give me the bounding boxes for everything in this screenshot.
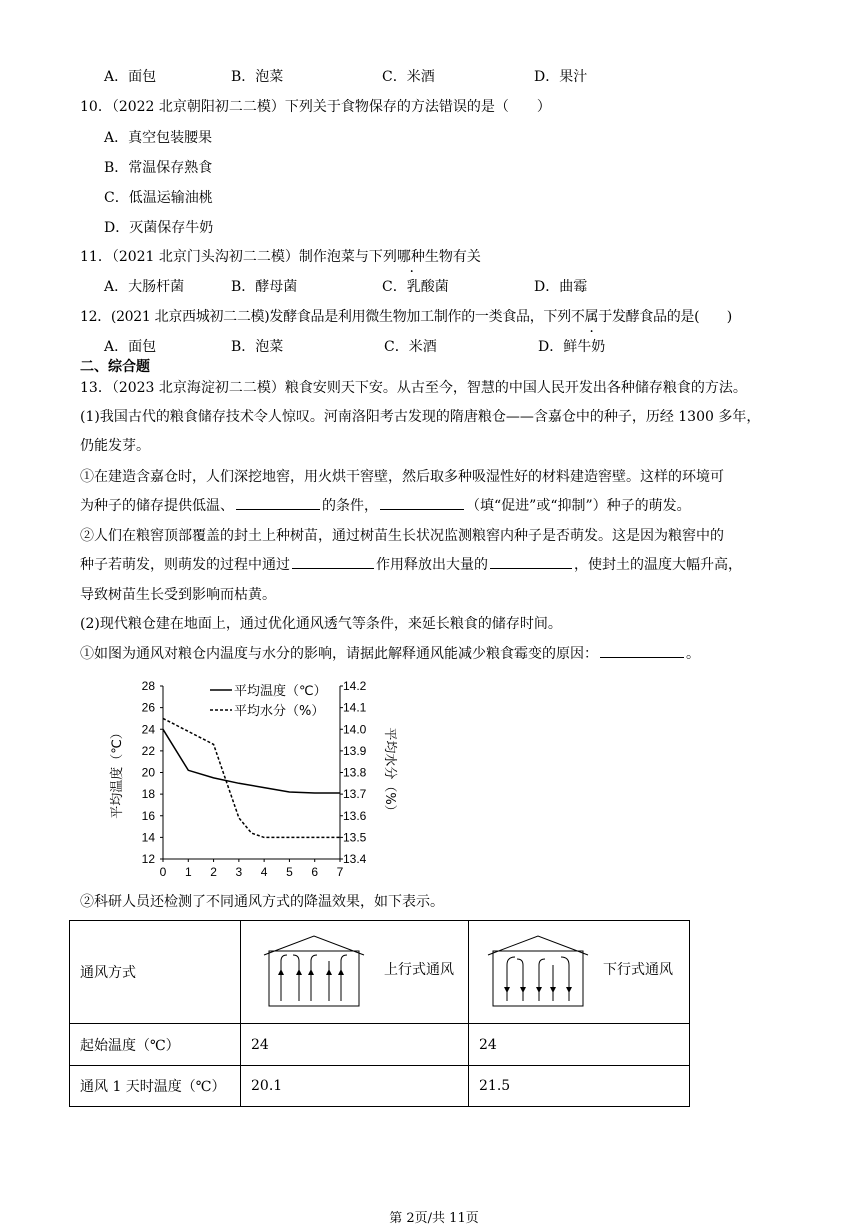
- q9-option-c: C．米酒: [382, 69, 435, 85]
- q9-option-a: A．面包: [104, 69, 157, 85]
- q10-option-d: D．灭菌保存牛奶: [104, 220, 214, 236]
- x-tick-label: 4: [260, 865, 268, 879]
- table-cell: 通风 1 天时温度（℃）: [70, 1066, 241, 1107]
- y-tick-label-right: 13.7: [343, 787, 367, 802]
- q13-c2-line1: ②人们在粮窖顶部覆盖的封土上种树苗，通过树苗生长状况监测粮窖内种子是否萌发。这是因为粮窖中的: [80, 528, 724, 544]
- method-down-label: 下行式通风: [603, 962, 673, 978]
- page-footer: 第 2页/共 11页: [389, 1211, 479, 1226]
- y-tick-label-right: 14.1: [343, 700, 367, 715]
- table-cell: 24: [241, 1024, 469, 1066]
- downward-vent-diagram: [483, 933, 603, 1013]
- q13-stem: 13．（2023 北京海淀初二二模）粮食安则天下安。从古至今，智慧的中国人民开发出各种储存粮食的方法。: [80, 380, 747, 396]
- method-up-label: 上行式通风: [384, 962, 454, 978]
- x-tick-label: 3: [235, 865, 243, 879]
- temperature-line: [163, 729, 340, 793]
- emphasis-dots: 哪种: [396, 249, 425, 265]
- answer-blank[interactable]: [380, 508, 464, 510]
- answer-blank[interactable]: [236, 508, 320, 510]
- answer-blank[interactable]: [292, 567, 374, 569]
- q11-stem: 11．（2021 北京门头沟初二二模）制作泡菜与下列哪种生物有关: [80, 249, 481, 265]
- table-cell: 24: [469, 1024, 690, 1066]
- y-tick-label-left: 22: [141, 743, 155, 758]
- x-tick-label: 6: [311, 865, 319, 879]
- x-tick-label: 1: [184, 865, 192, 879]
- q10-option-c: C．低温运输油桃: [104, 190, 213, 206]
- y-tick-label-left: 12: [141, 852, 155, 866]
- legend-label-moisture: 平均水分（%）: [234, 704, 325, 719]
- y-tick-label-right: 13.9: [343, 743, 367, 758]
- table-row: [70, 921, 690, 1024]
- y-tick-label-left: 28: [141, 679, 155, 693]
- x-tick-label: 0: [159, 865, 167, 879]
- y-axis-label-right: 平均水分（%）: [382, 727, 397, 818]
- section-title: 二、综合题: [80, 359, 150, 375]
- q12-option-a: A．面包: [104, 339, 157, 355]
- y-tick-label-right: 14.0: [343, 722, 367, 737]
- q12-option-d: D．鲜牛奶: [538, 339, 606, 355]
- q13-d1: ①如图为通风对粮仓内温度与水分的影响，请据此解释通风能减少粮食霉变的原因： 。: [80, 646, 700, 662]
- table-cell: [241, 921, 469, 1024]
- q9-option-d: D．果汁: [534, 69, 588, 85]
- y-tick-label-right: 13.5: [343, 830, 367, 845]
- table-cell: 20.1: [241, 1066, 469, 1107]
- q13-part2-line1: (2)现代粮仓建在地面上，通过优化通风透气等条件，来延长粮食的储存时间。: [80, 616, 562, 632]
- x-tick-label: 2: [210, 865, 217, 879]
- y-tick-label-left: 14: [141, 830, 155, 845]
- moisture-line: [163, 718, 340, 837]
- q13-c1-line1: ①在建造含嘉仓时，人们深挖地窖，用火烘干窖壁，然后取多种吸湿性好的材料建造窖壁。这样的环境可: [80, 469, 724, 485]
- q11-option-d: D．曲霉: [534, 279, 588, 295]
- q9-option-b: B．泡菜: [231, 69, 284, 85]
- y-tick-label-left: 26: [141, 700, 155, 715]
- q12-stem: 12．(2021 北京西城初二二模)发酵食品是利用微生物加工制作的一类食品，下列不属于发酵食品的是( ): [80, 309, 732, 325]
- q13-part1-line1: (1)我国古代的粮食储存技术令人惊叹。河南洛阳考古发现的隋唐粮仓——含嘉仓中的种子，历经 1300 多年，: [80, 409, 761, 425]
- x-tick-label: 7: [336, 865, 344, 879]
- y-tick-label-left: 20: [141, 765, 155, 780]
- upward-vent-diagram: [259, 933, 379, 1013]
- y-tick-label-right: 14.2: [343, 679, 367, 693]
- q11-option-b: B．酵母菌: [231, 279, 298, 295]
- y-tick-label-right: 13.8: [343, 765, 367, 780]
- table-row: [70, 1024, 690, 1066]
- q10-stem: 10．（2022 北京朝阳初二二模）下列关于食物保存的方法错误的是（ ）: [80, 99, 551, 115]
- ventilation-table: [69, 920, 690, 1107]
- q10-option-a: A．真空包装腰果: [104, 130, 213, 146]
- q11-option-c: C．乳酸菌: [382, 279, 449, 295]
- y-tick-label-left: 24: [141, 722, 155, 737]
- q13-c2-line2: 种子若萌发，则萌发的过程中通过 作用释放出大量的 ，使封土的温度大幅升高，: [80, 557, 742, 573]
- table-cell: 通风方式: [70, 921, 241, 1024]
- table-cell: 起始温度（℃）: [70, 1024, 241, 1066]
- q10-option-b: B．常温保存熟食: [104, 160, 213, 176]
- y-tick-label-left: 18: [141, 787, 155, 802]
- answer-blank[interactable]: [600, 656, 684, 658]
- y-tick-label-left: 16: [141, 808, 155, 823]
- y-tick-label-right: 13.6: [343, 808, 367, 823]
- q12-option-c: C．米酒: [384, 339, 437, 355]
- emphasis-dots: 不属于: [570, 309, 612, 325]
- q13-c1-line2: 为种子的储存提供低温、 的条件， （填“促进”或“抑制”）种子的萌发。: [80, 498, 691, 514]
- q12-option-b: B．泡菜: [231, 339, 284, 355]
- table-cell: 21.5: [469, 1066, 690, 1107]
- y-tick-label-right: 13.4: [343, 852, 367, 866]
- q13-d2: ②科研人员还检测了不同通风方式的降温效果，如下表示。: [80, 894, 444, 910]
- table-row: [70, 1066, 690, 1107]
- q11-option-a: A．大肠杆菌: [104, 279, 185, 295]
- y-axis-label-left: 平均温度（℃）: [110, 726, 125, 819]
- q13-part1-line2: 仍能发芽。: [80, 438, 150, 454]
- answer-blank[interactable]: [490, 567, 572, 569]
- legend-label-temperature: 平均温度（℃）: [234, 684, 327, 699]
- q13-c2-line3: 导致树苗生长受到影响而枯黄。: [80, 587, 276, 603]
- x-tick-label: 5: [286, 865, 293, 879]
- table-cell: [469, 921, 690, 1024]
